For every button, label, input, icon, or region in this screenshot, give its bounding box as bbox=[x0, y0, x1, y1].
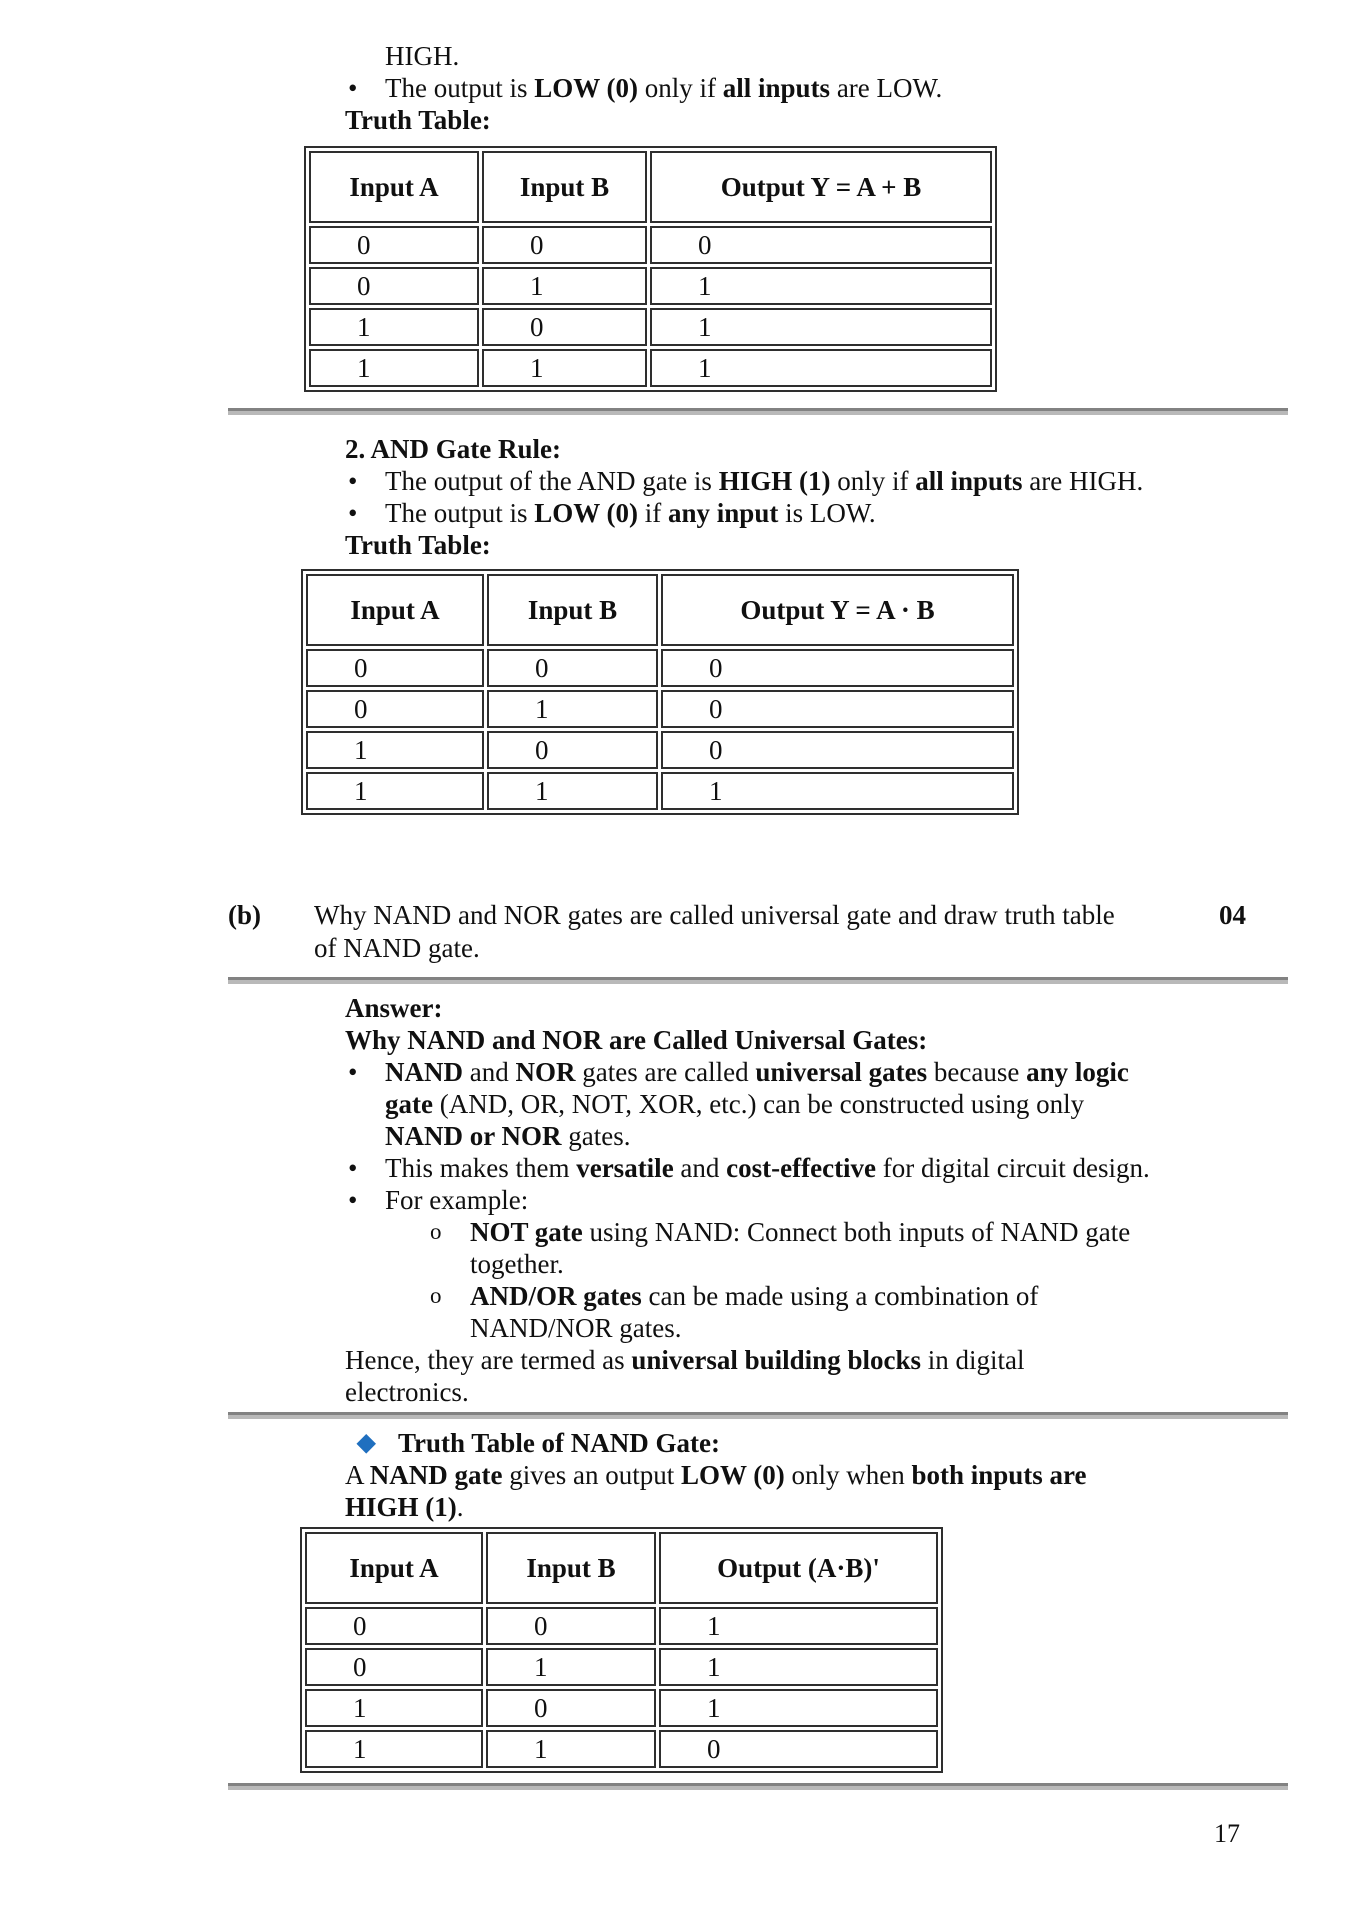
sub-bullet-not-gate-text bbox=[470, 1216, 1130, 1280]
closing-note bbox=[345, 1344, 1288, 1408]
text-run: if bbox=[638, 498, 669, 528]
section-divider bbox=[228, 977, 1288, 984]
text-run: are LOW. bbox=[830, 73, 943, 103]
section-divider bbox=[228, 1412, 1288, 1419]
text-run: NOT gate bbox=[470, 1217, 583, 1247]
text-run: universal building blocks bbox=[631, 1345, 921, 1375]
table-row bbox=[309, 267, 992, 305]
text-line bbox=[314, 899, 1144, 932]
text-run: only if bbox=[638, 73, 723, 103]
text-run: gates. bbox=[561, 1121, 631, 1151]
table-cell: 1 bbox=[482, 349, 647, 387]
answer-bullet-versatile bbox=[345, 1152, 1288, 1184]
table-cell: 1 bbox=[486, 1730, 656, 1768]
text-run: universal gates bbox=[755, 1057, 928, 1087]
text-run: are HIGH. bbox=[1022, 466, 1144, 496]
table-cell: 0 bbox=[486, 1607, 656, 1645]
table-cell: 0 bbox=[650, 226, 992, 264]
table-cell: 1 bbox=[650, 308, 992, 346]
text-line bbox=[345, 1344, 1288, 1376]
table-row bbox=[306, 649, 1014, 687]
text-line bbox=[385, 1088, 1129, 1120]
text-run: AND/OR gates bbox=[470, 1281, 642, 1311]
section-divider bbox=[228, 1783, 1288, 1790]
or-bullet bbox=[345, 72, 1288, 104]
nand-intro bbox=[345, 1459, 1288, 1523]
and-bullet-1-text bbox=[385, 465, 1143, 497]
text-run: NAND/NOR gates. bbox=[470, 1313, 682, 1343]
text-run: The output is bbox=[385, 73, 535, 103]
text-line bbox=[385, 1120, 1129, 1152]
bullet-icon: • bbox=[348, 466, 358, 496]
table-row bbox=[309, 349, 992, 387]
text-run: Hence, they are termed as bbox=[345, 1345, 632, 1375]
bullet-icon: • bbox=[348, 1185, 358, 1215]
text-run: in digital bbox=[920, 1345, 1025, 1375]
table-cell: 1 bbox=[659, 1689, 938, 1727]
text-line bbox=[345, 1376, 1288, 1408]
text-line bbox=[470, 1216, 1130, 1248]
question-text bbox=[314, 899, 1144, 965]
table-row bbox=[305, 1607, 938, 1645]
text-run: only if bbox=[830, 466, 916, 496]
section-divider bbox=[228, 408, 1288, 415]
table-header-row bbox=[309, 151, 992, 223]
table-header-row bbox=[306, 574, 1014, 646]
text-run: LOW (0) bbox=[534, 498, 639, 528]
table-row bbox=[305, 1689, 938, 1727]
table-header-cell: Input B bbox=[487, 574, 658, 646]
table-row bbox=[309, 226, 992, 264]
table-row bbox=[306, 731, 1014, 769]
text-run: gate bbox=[385, 1089, 433, 1119]
table-cell: 1 bbox=[650, 267, 992, 305]
table-cell: 0 bbox=[306, 690, 484, 728]
sub-bullet-not-gate bbox=[430, 1216, 1288, 1280]
table-cell: 0 bbox=[486, 1689, 656, 1727]
table-header-cell: Input B bbox=[482, 151, 647, 223]
truth-table-nand bbox=[300, 1527, 943, 1773]
table-header-cell: Input A bbox=[309, 151, 479, 223]
table-header-cell: Input B bbox=[486, 1532, 656, 1604]
or-continuation-line: HIGH. bbox=[385, 41, 460, 71]
text-run: of NAND gate. bbox=[314, 933, 480, 963]
answer-label: Answer: bbox=[345, 993, 443, 1023]
answer-bullet-versatile-text bbox=[385, 1152, 1150, 1184]
table-cell: 0 bbox=[305, 1648, 483, 1686]
text-run: gates are called bbox=[575, 1057, 756, 1087]
truth-table-label: Truth Table: bbox=[345, 105, 491, 135]
text-run: LOW (0) bbox=[680, 1460, 785, 1490]
page-number: 17 bbox=[1214, 1819, 1240, 1848]
text-run: The output of the AND gate is bbox=[385, 466, 719, 496]
table-cell: 0 bbox=[659, 1730, 938, 1768]
text-run: Why NAND and NOR gates are called universal gate and draw truth table bbox=[314, 900, 1115, 930]
text-run: all inputs bbox=[722, 73, 831, 103]
text-run: (AND, OR, NOT, XOR, etc.) can be constructed using only bbox=[432, 1089, 1085, 1119]
table-row bbox=[306, 690, 1014, 728]
text-run: because bbox=[927, 1057, 1027, 1087]
table-row bbox=[305, 1730, 938, 1768]
table-cell: 1 bbox=[306, 731, 484, 769]
text-run: any input bbox=[668, 498, 779, 528]
text-run: using NAND: Connect both inputs of NAND gate bbox=[582, 1217, 1131, 1247]
table-cell: 0 bbox=[661, 731, 1014, 769]
table-header-row bbox=[305, 1532, 938, 1604]
answer-bullet-example bbox=[345, 1184, 1288, 1216]
text-run: and bbox=[673, 1153, 727, 1183]
table-header-cell: Output Y = A + B bbox=[650, 151, 992, 223]
answer-bullet-universal-text bbox=[385, 1056, 1129, 1152]
table-cell: 1 bbox=[309, 349, 479, 387]
text-line bbox=[345, 1459, 1288, 1491]
text-run: both inputs are bbox=[911, 1460, 1087, 1490]
table-cell: 0 bbox=[306, 649, 484, 687]
table-cell: 1 bbox=[487, 690, 658, 728]
nand-heading-row bbox=[357, 1427, 1288, 1459]
bullet-icon: • bbox=[348, 1057, 358, 1087]
text-line bbox=[470, 1248, 1130, 1280]
text-run: is LOW. bbox=[778, 498, 876, 528]
bullet-icon: • bbox=[348, 73, 358, 103]
table-cell: 1 bbox=[482, 267, 647, 305]
text-run: HIGH (1) bbox=[345, 1492, 457, 1522]
bullet-icon: • bbox=[348, 1153, 358, 1183]
table-header-cell: Input A bbox=[306, 574, 484, 646]
text-run: This makes them bbox=[385, 1153, 577, 1183]
table-row bbox=[305, 1648, 938, 1686]
table-cell: 1 bbox=[309, 308, 479, 346]
and-section bbox=[345, 465, 1288, 561]
table-cell: 1 bbox=[659, 1648, 938, 1686]
text-run: cost-effective bbox=[726, 1153, 877, 1183]
text-run: NAND bbox=[385, 1057, 463, 1087]
truth-table-and bbox=[301, 569, 1019, 815]
table-cell: 1 bbox=[650, 349, 992, 387]
bullet-icon: • bbox=[348, 498, 358, 528]
answer-bullet-example-text bbox=[385, 1184, 528, 1216]
text-run: versatile bbox=[576, 1153, 674, 1183]
sub-bullet-icon: o bbox=[430, 1283, 442, 1308]
table-row bbox=[309, 308, 992, 346]
marks-badge: 04 bbox=[1219, 900, 1246, 930]
table-cell: 1 bbox=[306, 772, 484, 810]
text-line bbox=[385, 1056, 1129, 1088]
text-run: NAND gate bbox=[369, 1460, 503, 1490]
table-cell: 1 bbox=[661, 772, 1014, 810]
text-run: can be made using a combination of bbox=[641, 1281, 1039, 1311]
text-run: electronics. bbox=[345, 1377, 469, 1407]
text-line bbox=[314, 932, 1144, 965]
text-run: LOW (0) bbox=[534, 73, 639, 103]
or-bullet-text bbox=[385, 72, 942, 104]
sub-bullet-andor bbox=[430, 1280, 1288, 1344]
question-b bbox=[228, 899, 1288, 965]
table-cell: 1 bbox=[305, 1730, 483, 1768]
text-line bbox=[470, 1280, 1038, 1312]
text-run: NOR bbox=[515, 1057, 576, 1087]
table-cell: 1 bbox=[659, 1607, 938, 1645]
table-cell: 0 bbox=[309, 226, 479, 264]
table-header-cell: Output (A·B)' bbox=[659, 1532, 938, 1604]
text-run: For example: bbox=[385, 1185, 529, 1215]
text-run: and bbox=[463, 1057, 516, 1087]
truth-table-or bbox=[304, 146, 997, 392]
table-cell: 0 bbox=[309, 267, 479, 305]
table-cell: 1 bbox=[305, 1689, 483, 1727]
sub-bullet-andor-text bbox=[470, 1280, 1038, 1344]
table-cell: 0 bbox=[482, 226, 647, 264]
text-line bbox=[345, 1491, 1288, 1523]
sub-bullet-icon: o bbox=[430, 1219, 442, 1244]
text-run: HIGH (1) bbox=[718, 466, 831, 496]
diamond-icon: ◆ bbox=[357, 1430, 376, 1456]
table-cell: 0 bbox=[487, 731, 658, 769]
text-run: . bbox=[456, 1492, 464, 1522]
table-cell: 0 bbox=[661, 690, 1014, 728]
table-header-cell: Output Y = A · B bbox=[661, 574, 1014, 646]
question-label: (b) bbox=[228, 900, 261, 930]
text-run: together. bbox=[470, 1249, 564, 1279]
nand-heading: Truth Table of NAND Gate: bbox=[398, 1428, 721, 1458]
answer-heading: Why NAND and NOR are Called Universal Gates: bbox=[345, 1025, 928, 1055]
or-section bbox=[345, 40, 1288, 136]
text-run: The output is bbox=[385, 498, 535, 528]
and-bullet-2-text bbox=[385, 497, 876, 529]
text-run: gives an output bbox=[502, 1460, 681, 1490]
and-bullet-1 bbox=[345, 465, 1288, 497]
table-cell: 1 bbox=[486, 1648, 656, 1686]
text-run: any logic bbox=[1026, 1057, 1129, 1087]
table-row bbox=[306, 772, 1014, 810]
answer-bullet-universal bbox=[345, 1056, 1288, 1152]
text-line bbox=[470, 1312, 1038, 1344]
text-run: all inputs bbox=[915, 466, 1023, 496]
table-cell: 0 bbox=[487, 649, 658, 687]
text-run: for digital circuit design. bbox=[876, 1153, 1150, 1183]
table-cell: 0 bbox=[482, 308, 647, 346]
table-cell: 0 bbox=[661, 649, 1014, 687]
text-run: A bbox=[345, 1460, 370, 1490]
answer-section bbox=[345, 992, 1288, 1408]
truth-table-label: Truth Table: bbox=[345, 530, 491, 560]
table-header-cell: Input A bbox=[305, 1532, 483, 1604]
table-cell: 0 bbox=[305, 1607, 483, 1645]
text-run: only when bbox=[784, 1460, 912, 1490]
text-run: NAND or NOR bbox=[385, 1121, 562, 1151]
and-bullet-2 bbox=[345, 497, 1288, 529]
table-cell: 1 bbox=[487, 772, 658, 810]
and-heading: 2. AND Gate Rule: bbox=[345, 434, 561, 464]
